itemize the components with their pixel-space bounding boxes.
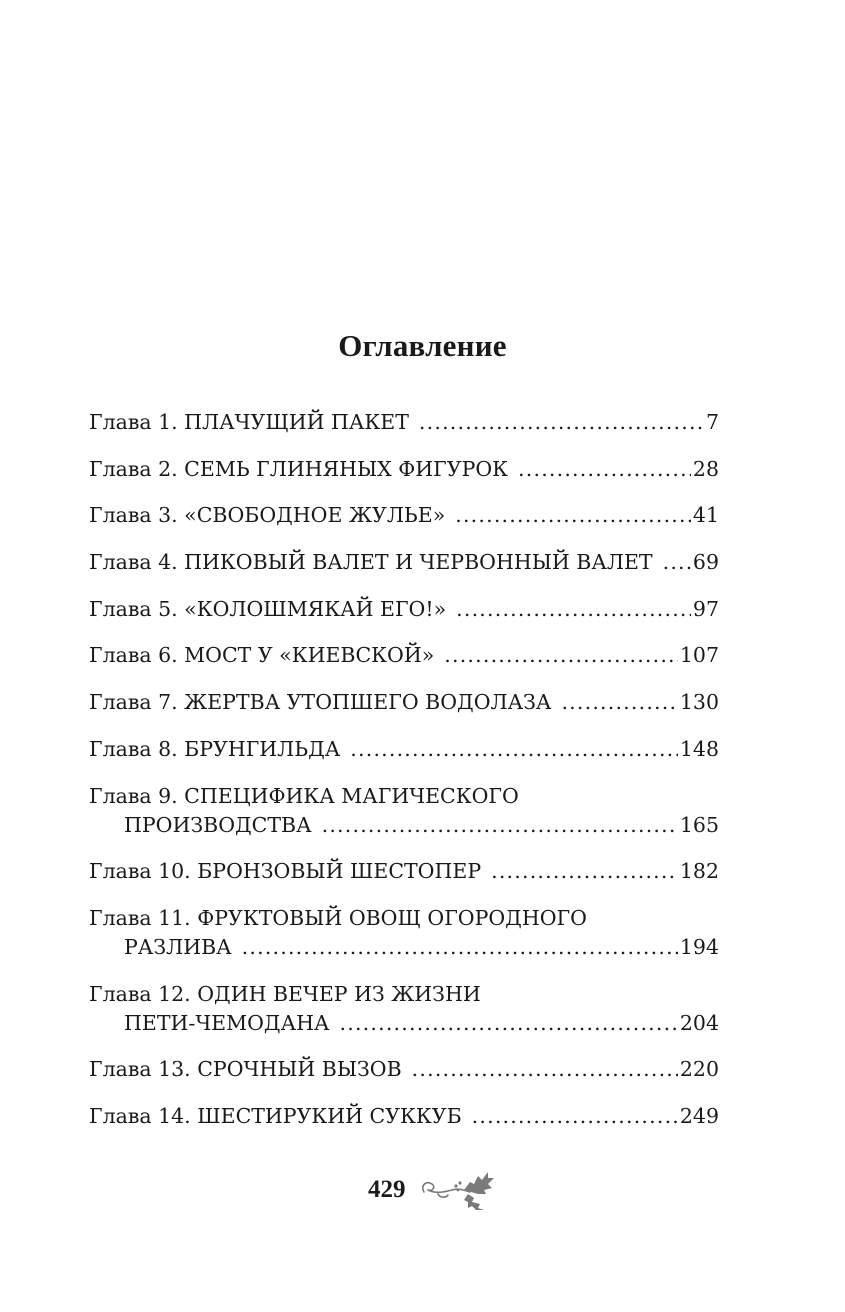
toc-entry-label: РАЗЛИВА bbox=[124, 934, 232, 959]
toc-entry-page-number: 249 bbox=[679, 1103, 719, 1128]
toc-entry-line bbox=[89, 933, 719, 962]
toc-entry[interactable] bbox=[89, 857, 719, 886]
toc-entry-page-number: 130 bbox=[679, 690, 719, 715]
toc-entry-page-number: 107 bbox=[679, 643, 719, 668]
toc-entry-page-number: 69 bbox=[692, 550, 719, 575]
toc-entry-page-number: 220 bbox=[679, 1057, 719, 1082]
toc-entry-line bbox=[89, 857, 719, 886]
toc-entry-line bbox=[89, 548, 719, 577]
dot-leader bbox=[561, 688, 677, 717]
page-footer bbox=[368, 1168, 498, 1212]
toc-entry-label: Глава 14. ШЕСТИРУКИЙ СУККУБ bbox=[89, 1103, 462, 1128]
dot-leader bbox=[340, 1009, 678, 1038]
toc-entry-page-number: 182 bbox=[679, 859, 719, 884]
holly-branch-icon bbox=[418, 1168, 498, 1212]
toc-entry[interactable] bbox=[89, 641, 719, 670]
toc-entry-line bbox=[89, 501, 719, 530]
toc-entry-label: Глава 1. ПЛАЧУЩИЙ ПАКЕТ bbox=[89, 410, 409, 434]
toc-entry-line bbox=[89, 904, 719, 933]
toc-entry-page-number: 148 bbox=[679, 736, 719, 761]
toc-entry[interactable] bbox=[89, 904, 719, 962]
toc-entry-label: Глава 2. СЕМЬ ГЛИНЯНЫХ ФИГУРОК bbox=[89, 456, 509, 481]
toc-entry-label: Глава 7. ЖЕРТВА УТОПШЕГО ВОДОЛАЗА bbox=[89, 690, 552, 715]
dot-leader bbox=[472, 1102, 678, 1131]
toc-entry[interactable] bbox=[89, 980, 719, 1038]
toc-entry-label: Глава 12. ОДИН ВЕЧЕР ИЗ ЖИЗНИ bbox=[89, 981, 481, 1006]
toc-entry-label: Глава 11. ФРУКТОВЫЙ ОВОЩ ОГОРОДНОГО bbox=[89, 905, 587, 930]
toc-entry-line bbox=[89, 641, 719, 670]
dot-leader bbox=[242, 933, 678, 962]
toc-entry-label: Глава 4. ПИКОВЫЙ ВАЛЕТ И ЧЕРВОННЫЙ ВАЛЕТ bbox=[89, 550, 653, 575]
toc-entry-page-number: 7 bbox=[705, 410, 719, 434]
table-of-contents bbox=[89, 408, 719, 1149]
toc-entry[interactable] bbox=[89, 548, 719, 577]
toc-entry-label: Глава 5. «КОЛОШМЯКАЙ ЕГО!» bbox=[89, 596, 447, 621]
dot-leader bbox=[412, 1055, 678, 1084]
toc-entry-page-number: 165 bbox=[679, 812, 719, 837]
dot-leader bbox=[350, 735, 678, 764]
toc-entry-line bbox=[89, 1055, 719, 1084]
dot-leader bbox=[455, 501, 691, 530]
toc-entry-page-number: 41 bbox=[692, 503, 719, 528]
page-title: Оглавление bbox=[338, 328, 507, 363]
toc-entry-label: Глава 6. МОСТ У «КИЕВСКОЙ» bbox=[89, 643, 435, 668]
dot-leader bbox=[491, 857, 678, 886]
dot-leader bbox=[444, 641, 678, 670]
toc-entry[interactable] bbox=[89, 688, 719, 717]
toc-entry-line bbox=[89, 811, 719, 840]
toc-entry-label: Глава 10. БРОНЗОВЫЙ ШЕСТОПЕР bbox=[89, 859, 482, 884]
toc-entry[interactable] bbox=[89, 1102, 719, 1131]
toc-entry-label: ПРОИЗВОДСТВА bbox=[124, 812, 312, 837]
toc-entry[interactable] bbox=[89, 782, 719, 840]
dot-leader bbox=[663, 548, 691, 577]
toc-entry[interactable] bbox=[89, 595, 719, 624]
toc-entry-line bbox=[89, 688, 719, 717]
dot-leader bbox=[419, 408, 704, 437]
toc-entry-line bbox=[89, 455, 719, 484]
toc-entry-page-number: 194 bbox=[679, 934, 719, 959]
toc-entry-line bbox=[89, 980, 719, 1009]
toc-entry-line bbox=[89, 1102, 719, 1131]
toc-entry-label: ПЕТИ-ЧЕМОДАНА bbox=[124, 1010, 330, 1035]
dot-leader bbox=[456, 595, 691, 624]
toc-entry-page-number: 97 bbox=[692, 596, 719, 621]
toc-entry-line bbox=[89, 408, 719, 437]
dot-leader bbox=[518, 455, 691, 484]
toc-entry-line bbox=[89, 735, 719, 764]
toc-entry-line bbox=[89, 1009, 719, 1038]
toc-entry[interactable] bbox=[89, 501, 719, 530]
toc-entry-label: Глава 3. «СВОБОДНОЕ ЖУЛЬЕ» bbox=[89, 503, 446, 528]
toc-entry-page-number: 28 bbox=[692, 456, 719, 481]
toc-entry-page-number: 204 bbox=[679, 1010, 719, 1035]
toc-entry[interactable] bbox=[89, 408, 719, 437]
toc-entry-label: Глава 8. БРУНГИЛЬДА bbox=[89, 736, 341, 761]
toc-entry-line bbox=[89, 595, 719, 624]
dot-leader bbox=[322, 811, 678, 840]
toc-entry-line bbox=[89, 782, 719, 811]
toc-entry[interactable] bbox=[89, 1055, 719, 1084]
toc-entry-label: Глава 9. СПЕЦИФИКА МАГИЧЕСКОГО bbox=[89, 783, 519, 808]
page-number: 429 bbox=[368, 1176, 406, 1203]
toc-entry[interactable] bbox=[89, 455, 719, 484]
toc-entry-label: Глава 13. СРОЧНЫЙ ВЫЗОВ bbox=[89, 1057, 402, 1082]
toc-entry[interactable] bbox=[89, 735, 719, 764]
